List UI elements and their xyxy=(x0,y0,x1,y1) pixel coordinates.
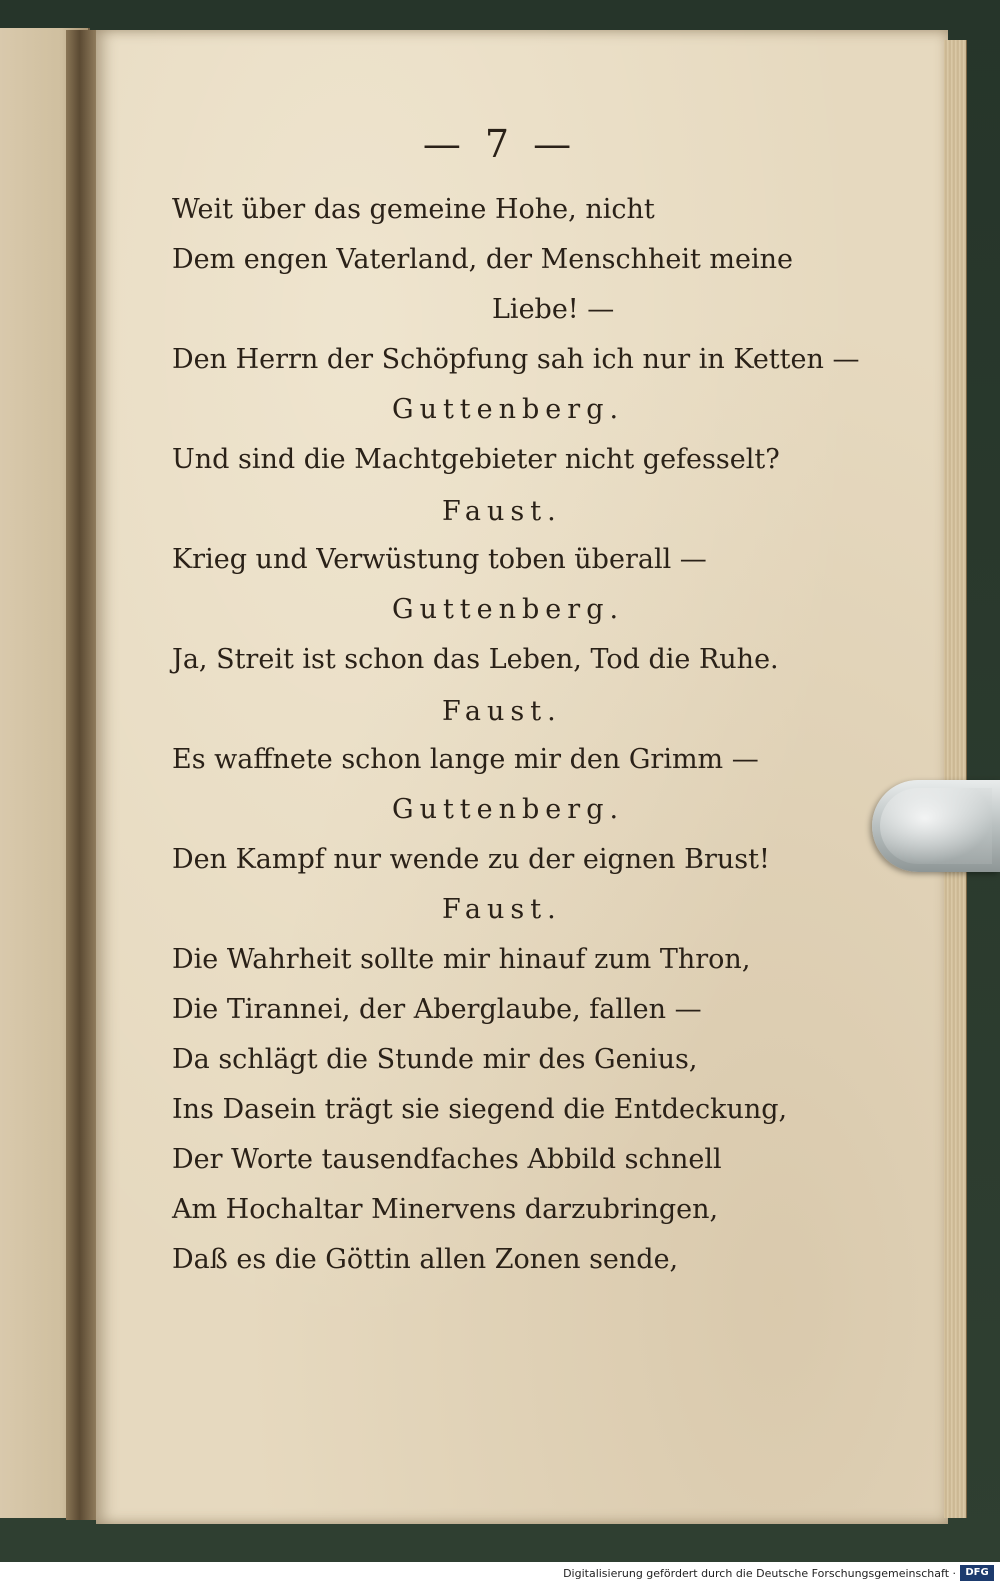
text-line: Der Worte tausendfaches Abbild schnell xyxy=(172,1144,722,1175)
dfg-logo: DFG xyxy=(960,1565,994,1581)
text-line: Da schlägt die Stunde mir des Genius, xyxy=(172,1044,698,1075)
speaker-name: Faust. xyxy=(442,894,562,925)
speaker-name: Guttenberg. xyxy=(392,394,625,425)
text-line: Die Tirannei, der Aberglaube, fallen — xyxy=(172,994,702,1025)
text-line: Liebe! — xyxy=(492,294,615,325)
text-line: Am Hochaltar Minervens darzubringen, xyxy=(172,1194,719,1225)
text-line: Weit über das gemeine Hohe, nicht xyxy=(172,194,655,225)
page-number: — 7 — xyxy=(422,122,578,166)
text-line: Daß es die Göttin allen Zonen sende, xyxy=(172,1244,679,1275)
text-line: Den Herrn der Schöpfung sah ich nur in Ketten — xyxy=(172,344,860,375)
page-stack-edge xyxy=(944,40,967,1518)
page-clip-highlight xyxy=(880,788,992,864)
footer-credit: Digitalisierung gefördert durch die Deutsche Forschungsgemeinschaft · xyxy=(563,1567,956,1580)
speaker-name: Guttenberg. xyxy=(392,594,625,625)
speaker-name: Faust. xyxy=(442,496,562,527)
text-line: Ins Dasein trägt sie siegend die Entdeckung, xyxy=(172,1094,788,1125)
text-line: Den Kampf nur wende zu der eignen Brust! xyxy=(172,844,770,875)
text-line: Dem engen Vaterland, der Menschheit meine xyxy=(172,244,793,275)
speaker-name: Guttenberg. xyxy=(392,794,625,825)
text-line: Die Wahrheit sollte mir hinauf zum Thron, xyxy=(172,944,751,975)
speaker-name: Faust. xyxy=(442,696,562,727)
text-line: Und sind die Machtgebieter nicht gefesselt? xyxy=(172,444,780,475)
text-line: Ja, Streit ist schon das Leben, Tod die Ruhe. xyxy=(172,644,779,675)
text-line: Es waffnete schon lange mir den Grimm — xyxy=(172,744,759,775)
book-gutter xyxy=(66,30,100,1520)
text-line: Krieg und Verwüstung toben überall — xyxy=(172,544,707,575)
